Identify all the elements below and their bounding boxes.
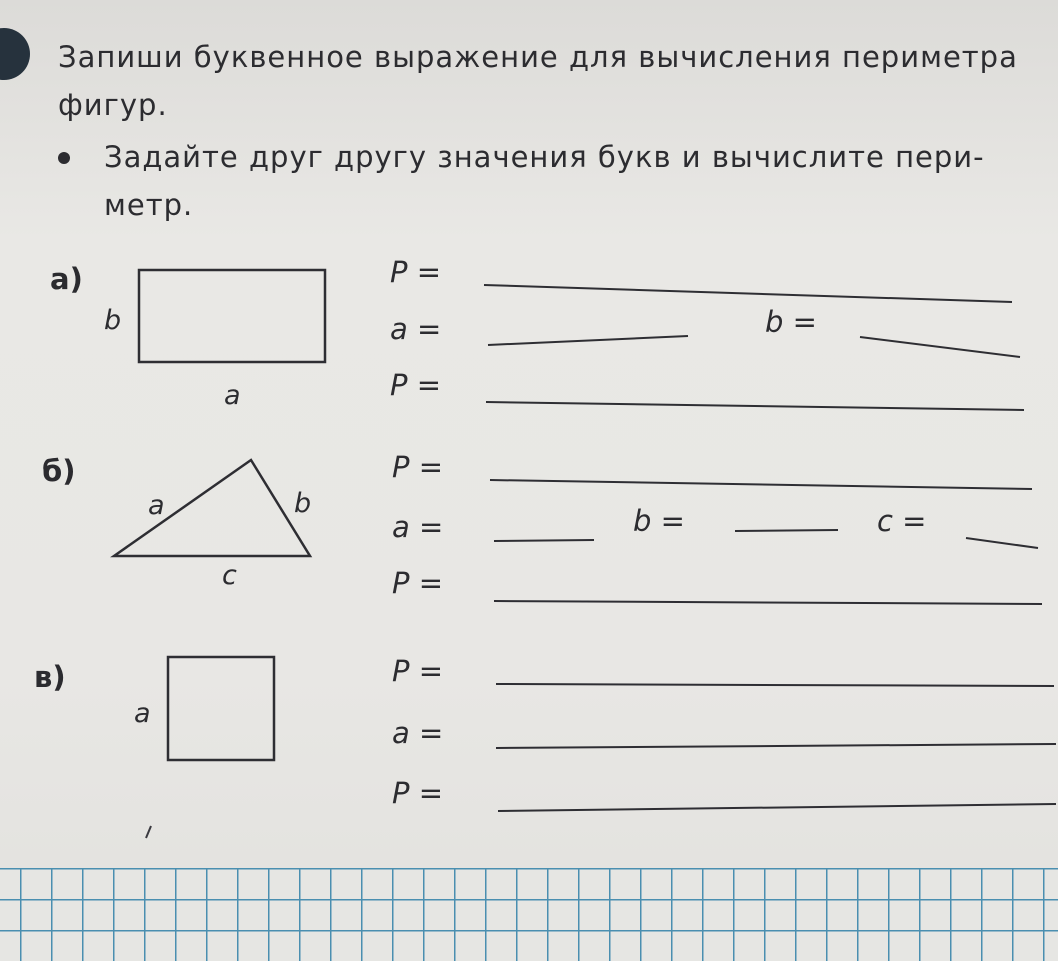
answer-line[interactable] bbox=[966, 538, 1038, 548]
square-figure bbox=[168, 657, 274, 760]
answer-line[interactable] bbox=[494, 540, 594, 541]
part-c-a-value-label: a = bbox=[392, 716, 444, 750]
answer-line[interactable] bbox=[494, 601, 1042, 604]
answer-line[interactable] bbox=[488, 336, 688, 345]
square-side-a-label: a bbox=[134, 698, 151, 729]
part-b-perimeter-formula-label: P = bbox=[392, 450, 444, 484]
part-a-perimeter-formula-label: P = bbox=[390, 255, 442, 289]
part-c-perimeter-formula-label: P = bbox=[392, 654, 444, 688]
bullet-line-2: метр. bbox=[104, 188, 194, 222]
graph-paper-grid bbox=[0, 868, 1058, 961]
answer-line[interactable] bbox=[498, 804, 1056, 811]
answer-line[interactable] bbox=[496, 744, 1056, 748]
triangle-figure bbox=[114, 460, 310, 556]
answer-line[interactable] bbox=[490, 480, 1032, 489]
rect-side-a-label: a bbox=[224, 380, 241, 411]
part-a-a-value-label: a = bbox=[390, 312, 442, 346]
pencil-mark bbox=[146, 826, 151, 838]
instruction-line-1: Запиши буквенное выражение для вычисления периметра bbox=[58, 40, 1018, 74]
part-b-label: б) bbox=[42, 454, 76, 488]
part-a-perimeter-result-label: P = bbox=[390, 368, 442, 402]
answer-line[interactable] bbox=[496, 684, 1054, 686]
part-a-label: а) bbox=[50, 262, 83, 296]
bullet-line-1: Задайте друг другу значения букв и вычислите пери- bbox=[104, 140, 985, 174]
part-c-label: в) bbox=[34, 660, 66, 694]
instruction-line-2: фигур. bbox=[58, 88, 168, 122]
answer-line[interactable] bbox=[735, 530, 838, 531]
triangle-side-b-label: b bbox=[294, 488, 312, 519]
answer-line[interactable] bbox=[860, 337, 1020, 357]
part-b-c-value-label: c = bbox=[877, 504, 927, 538]
answer-line[interactable] bbox=[486, 402, 1024, 410]
part-b-b-value-label: b = bbox=[633, 504, 685, 538]
rectangle-figure bbox=[139, 270, 325, 362]
part-b-perimeter-result-label: P = bbox=[392, 566, 444, 600]
part-b-a-value-label: a = bbox=[392, 510, 444, 544]
rect-side-b-label: b bbox=[104, 305, 122, 336]
triangle-side-a-label: a bbox=[148, 490, 165, 521]
answer-line[interactable] bbox=[484, 285, 1012, 302]
part-c-perimeter-result-label: P = bbox=[392, 776, 444, 810]
part-a-b-value-label: b = bbox=[765, 305, 817, 339]
triangle-side-c-label: c bbox=[222, 560, 237, 591]
